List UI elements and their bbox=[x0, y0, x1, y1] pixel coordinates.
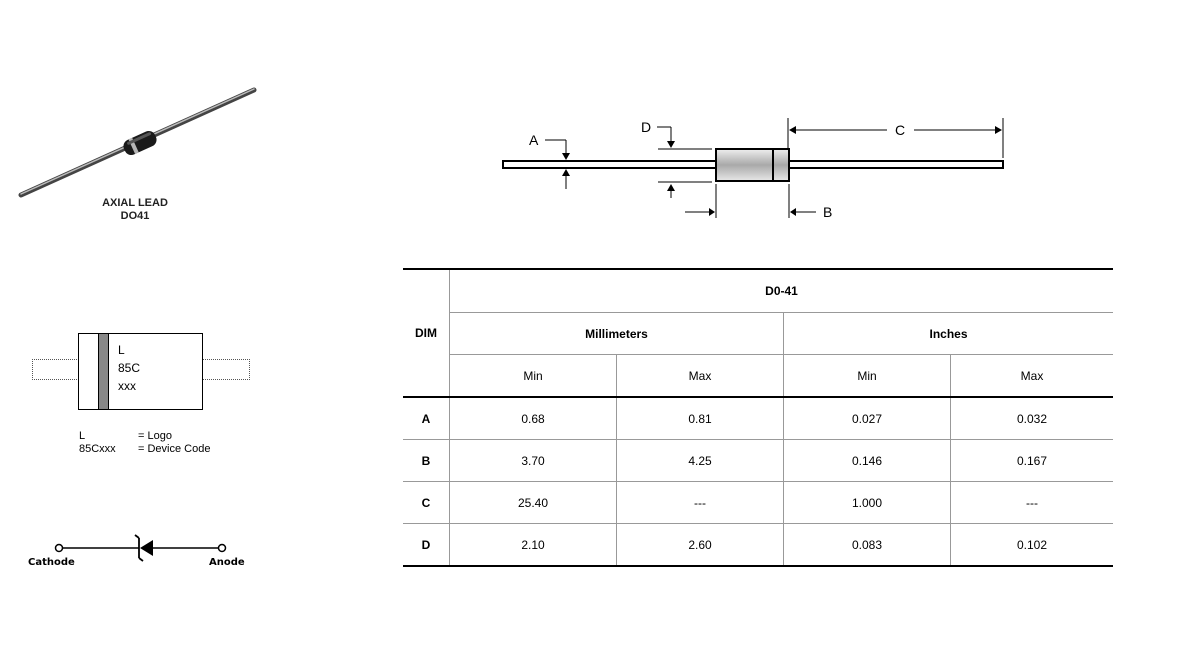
table-row bbox=[403, 482, 1113, 524]
in-min-header: Min bbox=[784, 355, 951, 398]
cell-mm-max: 2.60 bbox=[617, 524, 784, 567]
row-dim: B bbox=[403, 440, 450, 482]
table-row bbox=[403, 524, 1113, 567]
table-row bbox=[403, 397, 1113, 440]
cell-in-max: 0.032 bbox=[951, 397, 1114, 440]
package-caption-line2: DO41 bbox=[120, 210, 150, 222]
cell-in-min: 0.027 bbox=[784, 397, 951, 440]
marking-right-lead bbox=[202, 359, 250, 380]
legend-row bbox=[79, 430, 249, 443]
cell-in-min: 0.146 bbox=[784, 440, 951, 482]
row-dim: D bbox=[403, 524, 450, 567]
cell-mm-min: 0.68 bbox=[450, 397, 617, 440]
marking-body bbox=[78, 333, 203, 410]
cell-mm-min: 2.10 bbox=[450, 524, 617, 567]
cell-mm-max: --- bbox=[617, 482, 784, 524]
outline-dimension-drawing bbox=[480, 100, 1040, 240]
cell-in-min: 0.083 bbox=[784, 524, 951, 567]
package-header: D0-41 bbox=[450, 269, 1114, 313]
cell-in-min: 1.000 bbox=[784, 482, 951, 524]
legend-code: 85Cxxx bbox=[79, 443, 116, 455]
package-caption bbox=[90, 197, 180, 223]
millimeters-header: Millimeters bbox=[450, 313, 784, 355]
diode-body bbox=[716, 149, 789, 181]
right-lead bbox=[789, 161, 1003, 168]
label-a: A bbox=[529, 132, 539, 148]
label-d: D bbox=[641, 119, 652, 135]
cell-mm-min: 3.70 bbox=[450, 440, 617, 482]
package-caption-line1: AXIAL LEAD bbox=[102, 197, 168, 209]
dim-header: DIM bbox=[403, 269, 450, 397]
table-row bbox=[403, 440, 1113, 482]
row-dim: C bbox=[403, 482, 450, 524]
marking-line-code: xxx bbox=[118, 379, 136, 393]
dimensions-table bbox=[403, 268, 1113, 567]
row-dim: A bbox=[403, 397, 450, 440]
cell-mm-max: 0.81 bbox=[617, 397, 784, 440]
label-b: B bbox=[823, 204, 833, 220]
cell-mm-max: 4.25 bbox=[617, 440, 784, 482]
cathode-label: Cathode bbox=[28, 557, 75, 568]
axial-lead-package-image bbox=[0, 0, 300, 200]
label-c: C bbox=[895, 122, 906, 138]
cell-mm-min: 25.40 bbox=[450, 482, 617, 524]
marking-left-lead bbox=[32, 359, 79, 380]
mm-max-header: Max bbox=[617, 355, 784, 398]
legend-row bbox=[79, 443, 249, 456]
anode-label: Anode bbox=[209, 557, 245, 568]
cell-in-max: 0.102 bbox=[951, 524, 1114, 567]
legend-meaning: = Device Code bbox=[138, 443, 211, 455]
marking-line-logo: L bbox=[118, 343, 125, 357]
legend-meaning: = Logo bbox=[138, 430, 172, 442]
marking-line-device: 85C bbox=[118, 361, 141, 375]
marking-legend bbox=[79, 430, 249, 456]
mm-min-header: Min bbox=[450, 355, 617, 398]
in-max-header: Max bbox=[951, 355, 1114, 398]
cell-in-max: 0.167 bbox=[951, 440, 1114, 482]
left-lead bbox=[503, 161, 716, 168]
marking-cathode-stripe bbox=[98, 333, 109, 410]
inches-header: Inches bbox=[784, 313, 1114, 355]
legend-code: L bbox=[79, 430, 86, 442]
cell-in-max: --- bbox=[951, 482, 1114, 524]
